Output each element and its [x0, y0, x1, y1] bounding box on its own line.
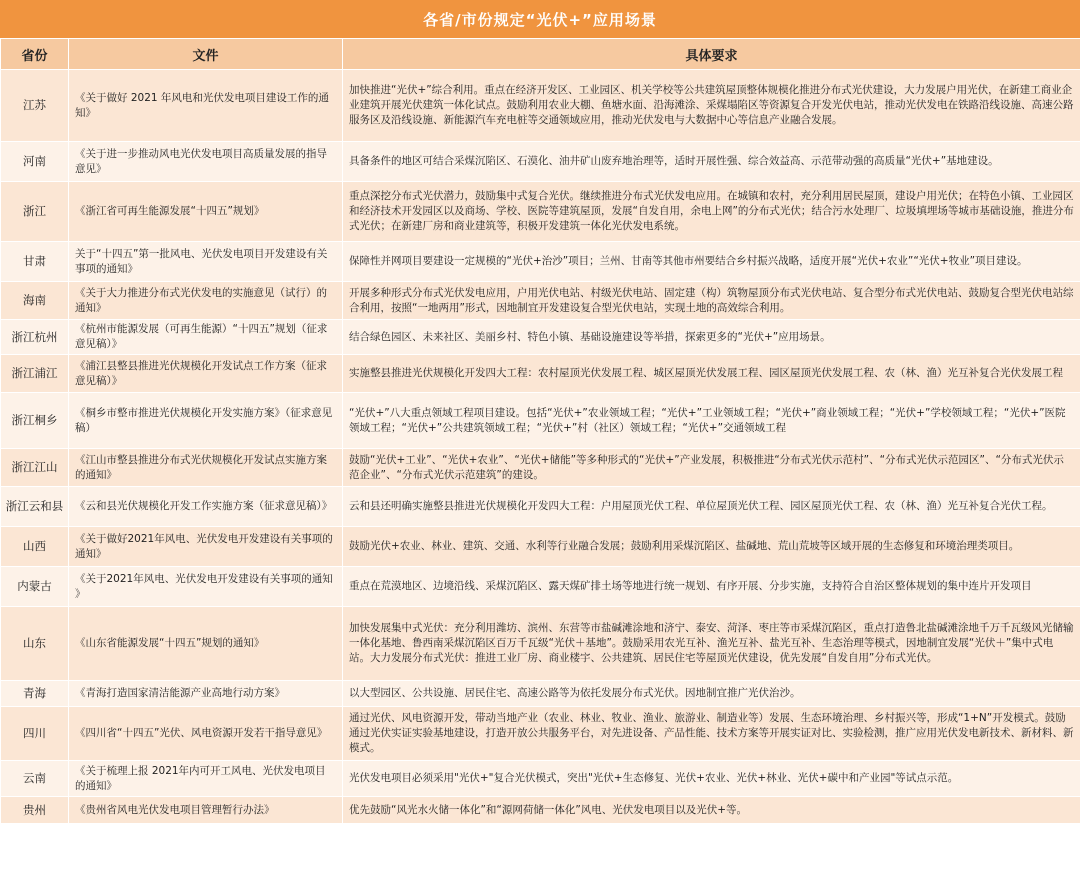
province-cell: 浙江江山: [1, 449, 69, 487]
province-cell: 浙江浦江: [1, 355, 69, 393]
requirement-cell: 结合绿色园区、未来社区、美丽乡村、特色小镇、基础设施建设等举措，探索更多的“光伏+”应用场景。: [343, 320, 1080, 355]
document-cell: 《山东省能源发展“十四五”规划的通知》: [69, 607, 343, 681]
province-cell: 浙江杭州: [1, 320, 69, 355]
province-cell: 海南: [1, 282, 69, 320]
requirements-table: [0, 38, 1080, 824]
province-cell: 贵州: [1, 797, 69, 824]
document-cell: 《浙江省可再生能源发展“十四五”规划》: [69, 182, 343, 242]
requirement-cell: 通过光伏、风电资源开发，带动当地产业（农业、林业、牧业、渔业、旅游业、制造业等）发展、生态环境治理、乡村振兴等，形成“1+N”开发模式。鼓励通过光伏实证实验基地建设，打造开放公共服务平台，对先进设备、产品性能、技术方案等开展实证对比、实验检测，推广应用光伏发电新技术、新材料、新模式。: [343, 707, 1080, 761]
table-row: [1, 797, 1080, 824]
province-cell: 四川: [1, 707, 69, 761]
table-row: [1, 182, 1080, 242]
requirement-cell: 开展多种形式分布式光伏发电应用，户用光伏电站、村级光伏电站、固定建（构）筑物屋顶分布式光伏电站、复合型分布式光伏电站、鼓励复合型光伏电站综合利用，按照“一地两用”形式，因地制宜开发建设复合型光伏电站，实现土地的高效综合利用。: [343, 282, 1080, 320]
document-cell: 《贵州省风电光伏发电项目管理暂行办法》: [69, 797, 343, 824]
table-body: [1, 70, 1080, 824]
province-cell: 浙江云和县: [1, 487, 69, 527]
table-row: [1, 282, 1080, 320]
requirement-cell: 具备条件的地区可结合采煤沉陷区、石漠化、油井矿山废弃地治理等，适时开展性强、综合效益高、示范带动强的高质量“光伏+”基地建设。: [343, 142, 1080, 182]
header-document: 文件: [69, 39, 343, 70]
table-row: [1, 707, 1080, 761]
requirement-cell: 重点深挖分布式光伏潜力，鼓励集中式复合光伏。继续推进分布式光伏发电应用。在城镇和农村，充分利用居民屋顶，建设户用光伏；在特色小镇、工业园区和经济技术开发园区以及商场、学校、医院等建筑屋顶，发展“自发自用，余电上网”的分布式光伏；结合污水处理厂、垃圾填埋场等城市基础设施，推进分布式光伏；在新建厂房和商业建筑等，积极开发建筑一体化光伏发电系统。: [343, 182, 1080, 242]
requirement-cell: 云和县还明确实施整县推进光伏规模化开发四大工程：户用屋顶光伏工程、单位屋顶光伏工程、园区屋顶光伏工程、农（林、渔）光互补复合光伏工程。: [343, 487, 1080, 527]
table-row: [1, 567, 1080, 607]
requirement-cell: 加快发展集中式光伏：充分利用潍坊、滨州、东营等市盐碱滩涂地和济宁、泰安、菏泽、枣庄等市采煤沉陷区，重点打造鲁北盐碱滩涂地千万千瓦级风光储输一体化基地、鲁西南采煤沉陷区百万千瓦级“光伏＋基地”。鼓励采用农光互补、渔光互补、盐光互补、生态治理等模式，因地制宜发展“光伏＋”集中式电站。大力发展分布式光伏：推进工业厂房、商业楼宇、公共建筑、居民住宅等屋顶光伏建设，优先发展“自发自用”分布式光伏。: [343, 607, 1080, 681]
document-cell: 《关于做好2021年风电、光伏发电开发建设有关事项的通知》: [69, 527, 343, 567]
table-row: [1, 681, 1080, 707]
document-cell: 《云和县光伏规模化开发工作实施方案（征求意见稿）》: [69, 487, 343, 527]
requirement-cell: 鼓励“光伏+工业”、“光伏+农业”、“光伏+储能”等多种形式的“光伏+”产业发展，积极推进“分布式光伏示范村”、“分布式光伏示范园区”、“分布式光伏示范企业”、“分布式光伏示范建筑”的建设。: [343, 449, 1080, 487]
document-cell: 《青海打造国家清洁能源产业高地行动方案》: [69, 681, 343, 707]
province-cell: 青海: [1, 681, 69, 707]
requirement-cell: 重点在荒漠地区、边境沿线、采煤沉陷区、露天煤矿排土场等地进行统一规划、有序开展、分步实施，支持符合自治区整体规划的集中连片开发项目: [343, 567, 1080, 607]
table-row: [1, 527, 1080, 567]
table-row: [1, 393, 1080, 449]
header-row: [1, 39, 1080, 70]
document-cell: 《四川省“十四五”光伏、风电资源开发若干指导意见》: [69, 707, 343, 761]
document-cell: 《关于进一步推动风电光伏发电项目高质量发展的指导意见》: [69, 142, 343, 182]
table-row: [1, 142, 1080, 182]
province-cell: 云南: [1, 761, 69, 797]
requirement-cell: 保障性并网项目要建设一定规模的“光伏+治沙”项目；兰州、甘南等其他市州要结合乡村振兴战略，适度开展“光伏+农业”“光伏+牧业”项目建设。: [343, 242, 1080, 282]
document-cell: 《关于梳理上报 2021年内可开工风电、光伏发电项目的通知》: [69, 761, 343, 797]
province-cell: 浙江: [1, 182, 69, 242]
province-cell: 山东: [1, 607, 69, 681]
province-cell: 内蒙古: [1, 567, 69, 607]
province-cell: 河南: [1, 142, 69, 182]
document-cell: 《关于做好 2021 年风电和光伏发电项目建设工作的通知》: [69, 70, 343, 142]
document-cell: 《关于2021年风电、光伏发电开发建设有关事项的通知 》: [69, 567, 343, 607]
document-cell: 《杭州市能源发展（可再生能源）“十四五”规划（征求意见稿）》: [69, 320, 343, 355]
requirement-cell: 优先鼓励“风光水火储一体化”和“源网荷储一体化”风电、光伏发电项目以及光伏+等。: [343, 797, 1080, 824]
table-row: [1, 761, 1080, 797]
table-row: [1, 320, 1080, 355]
requirement-cell: “光伏+”八大重点领域工程项目建设。包括“光伏+”农业领域工程；“光伏+”工业领域工程；“光伏+”商业领域工程；“光伏+”学校领域工程；“光伏+”医院领域工程；“光伏+”公共建筑领域工程；“光伏+”村（社区）领域工程；“光伏+”交通领域工程: [343, 393, 1080, 449]
requirement-cell: 实施整县推进光伏规模化开发四大工程：农村屋顶光伏发展工程、城区屋顶光伏发展工程、园区屋顶光伏发展工程、农（林、渔）光互补复合光伏发展工程: [343, 355, 1080, 393]
document-cell: 《桐乡市整市推进光伏规模化开发实施方案》（征求意见稿）: [69, 393, 343, 449]
document-cell: 《浦江县整县推进光伏规模化开发试点工作方案（征求意见稿）》: [69, 355, 343, 393]
requirement-cell: 以大型园区、公共设施、居民住宅、高速公路等为依托发展分布式光伏。因地制宜推广光伏治沙。: [343, 681, 1080, 707]
table-row: [1, 355, 1080, 393]
table-row: [1, 607, 1080, 681]
document-cell: 《关于大力推进分布式光伏发电的实施意见（试行）的通知》: [69, 282, 343, 320]
province-cell: 山西: [1, 527, 69, 567]
requirement-cell: 加快推进“光伏+”综合利用。重点在经济开发区、工业园区、机关学校等公共建筑屋顶整体规模化推进分布式光伏建设，大力发展户用光伏，在新建工商业企业建筑开展光伏建筑一体化试点。鼓励利用农业大棚、鱼塘水面、沿海滩涂、采煤塌陷区等资源复合开发光伏电站，推动光伏发电在铁路沿线设施、高速公路服务区及沿线设施、新能源汽车充电桩等交通领域应用，推动光伏发电与大数据中心等信息产业融合发展。: [343, 70, 1080, 142]
province-cell: 浙江桐乡: [1, 393, 69, 449]
table-row: [1, 242, 1080, 282]
requirement-cell: 鼓励光伏+农业、林业、建筑、交通、水利等行业融合发展；鼓励利用采煤沉陷区、盐碱地、荒山荒坡等区域开展的生态修复和环境治理类项目。: [343, 527, 1080, 567]
province-cell: 甘肃: [1, 242, 69, 282]
table-title: 各省/市份规定“光伏+”应用场景: [0, 0, 1080, 38]
table-row: [1, 487, 1080, 527]
table-row: [1, 70, 1080, 142]
document-cell: 关于“十四五”第一批风电、光伏发电项目开发建设有关事项的通知》: [69, 242, 343, 282]
requirement-cell: 光伏发电项目必须采用"光伏+"复合光伏模式，突出"光伏+生态修复、光伏+农业、光伏+林业、光伏+碳中和产业园"等试点示范。: [343, 761, 1080, 797]
header-requirements: 具体要求: [343, 39, 1080, 70]
province-cell: 江苏: [1, 70, 69, 142]
header-province: 省份: [1, 39, 69, 70]
document-cell: 《江山市整县推进分布式光伏规模化开发试点实施方案的通知》: [69, 449, 343, 487]
table-row: [1, 449, 1080, 487]
